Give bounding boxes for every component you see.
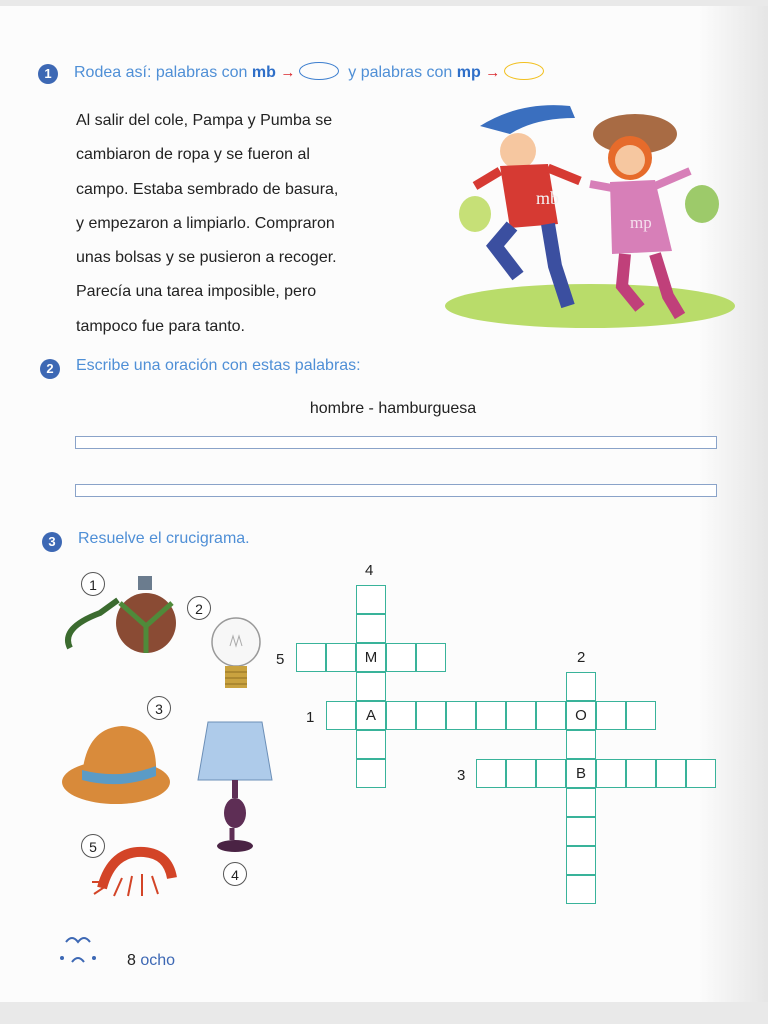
writing-line-1[interactable]	[75, 436, 717, 449]
crossword-cell[interactable]	[356, 730, 386, 759]
crossword-cell[interactable]	[566, 817, 596, 846]
story-line: campo. Estaba sembrado de basura,	[76, 180, 339, 198]
yellow-oval-icon	[504, 62, 544, 80]
story-line: tampoco fue para tanto.	[76, 317, 245, 335]
crossword-cell[interactable]	[356, 759, 386, 788]
picture-number-shrimp: 5	[81, 834, 105, 858]
crossword-cell[interactable]	[356, 614, 386, 643]
light-bulb-icon	[205, 614, 267, 694]
crossword-cell[interactable]	[566, 846, 596, 875]
crossword-cell[interactable]	[356, 672, 386, 701]
clue-number-1: 1	[306, 709, 315, 726]
crossword-cell[interactable]	[416, 643, 446, 672]
story-line: cambiaron de ropa y se fueron al	[76, 146, 310, 164]
crossword-cell[interactable]	[566, 730, 596, 759]
writing-line-2[interactable]	[75, 484, 717, 497]
crossword-cell[interactable]	[386, 701, 416, 730]
picture-number-bulb: 2	[187, 596, 211, 620]
crossword-cell[interactable]	[476, 759, 506, 788]
crossword-cell[interactable]	[326, 643, 356, 672]
crossword-cell[interactable]	[326, 701, 356, 730]
exercise-2-number: 2	[40, 359, 60, 379]
page-footer	[127, 952, 175, 970]
crossword-cell[interactable]	[566, 875, 596, 904]
exercise-3-number: 3	[42, 532, 62, 552]
hat-icon	[60, 718, 178, 810]
kids-illustration	[440, 96, 740, 336]
page-word: ocho	[140, 952, 176, 969]
crossword-cell[interactable]	[596, 759, 626, 788]
given-words: hombre - hamburguesa	[309, 400, 477, 417]
exercise-2-instruction: Escribe una oración con estas palabras:	[76, 357, 361, 374]
crossword-cell[interactable]	[626, 701, 656, 730]
crossword-cell[interactable]	[626, 759, 656, 788]
clue-number-5: 5	[276, 651, 285, 668]
crossword-cell[interactable]	[656, 759, 686, 788]
clue-number-2: 2	[577, 649, 586, 666]
blue-oval-icon	[299, 62, 339, 80]
picture-number-lamp: 4	[223, 862, 247, 886]
story-paragraph	[76, 107, 406, 347]
crossword-cell[interactable]: M	[356, 643, 386, 672]
crossword-cell[interactable]	[476, 701, 506, 730]
face-doodle-icon	[48, 932, 108, 972]
crossword-cell[interactable]	[596, 701, 626, 730]
crossword-cell[interactable]	[416, 701, 446, 730]
red-arrow-icon: →	[280, 64, 296, 81]
red-arrow-icon: →	[485, 64, 501, 81]
crossword-cell[interactable]	[506, 701, 536, 730]
crossword-cell[interactable]	[506, 759, 536, 788]
crossword-cell[interactable]	[566, 672, 596, 701]
story-line: unas bolsas y se pusieron a recoger.	[76, 249, 337, 267]
crossword-cell[interactable]	[386, 643, 416, 672]
picture-number-canteen: 1	[81, 572, 105, 596]
crossword-cell[interactable]	[446, 701, 476, 730]
exercise-1-instruction	[74, 62, 544, 82]
crossword-cell[interactable]	[536, 701, 566, 730]
lamp-icon	[196, 718, 274, 858]
exercise-1-number: 1	[38, 64, 58, 84]
mb-label: mb	[251, 64, 276, 81]
boy-figure	[459, 105, 580, 306]
page-number: 8	[127, 952, 136, 969]
clue-number-3: 3	[457, 767, 466, 784]
crossword-cell[interactable]	[536, 759, 566, 788]
crossword-cell[interactable]	[566, 788, 596, 817]
story-line: y empezaron a limpiarlo. Compraron	[76, 214, 335, 232]
girl-shirt-label: mp	[630, 213, 652, 232]
crossword-cell[interactable]: B	[566, 759, 596, 788]
crossword-cell[interactable]	[296, 643, 326, 672]
mp-label: mp	[456, 64, 481, 81]
clue-number-4: 4	[365, 562, 374, 579]
crossword-cell[interactable]	[356, 585, 386, 614]
crossword-cell[interactable]	[686, 759, 716, 788]
exercise-3-instruction: Resuelve el crucigrama.	[78, 530, 250, 547]
boy-shirt-label: mb	[536, 188, 560, 208]
picture-number-hat: 3	[147, 696, 171, 720]
story-line: Parecía una tarea imposible, pero	[76, 283, 317, 301]
instruction-text-before: Rodea así: palabras con	[74, 64, 248, 81]
crossword-cell[interactable]: O	[566, 701, 596, 730]
crossword-cell[interactable]: A	[356, 701, 386, 730]
instruction-text-middle: y palabras con	[348, 64, 453, 81]
story-line: Al salir del cole, Pampa y Pumba se	[76, 112, 333, 129]
worksheet-page	[0, 6, 768, 1002]
shrimp-icon	[92, 838, 182, 900]
canteen-icon	[60, 568, 180, 658]
